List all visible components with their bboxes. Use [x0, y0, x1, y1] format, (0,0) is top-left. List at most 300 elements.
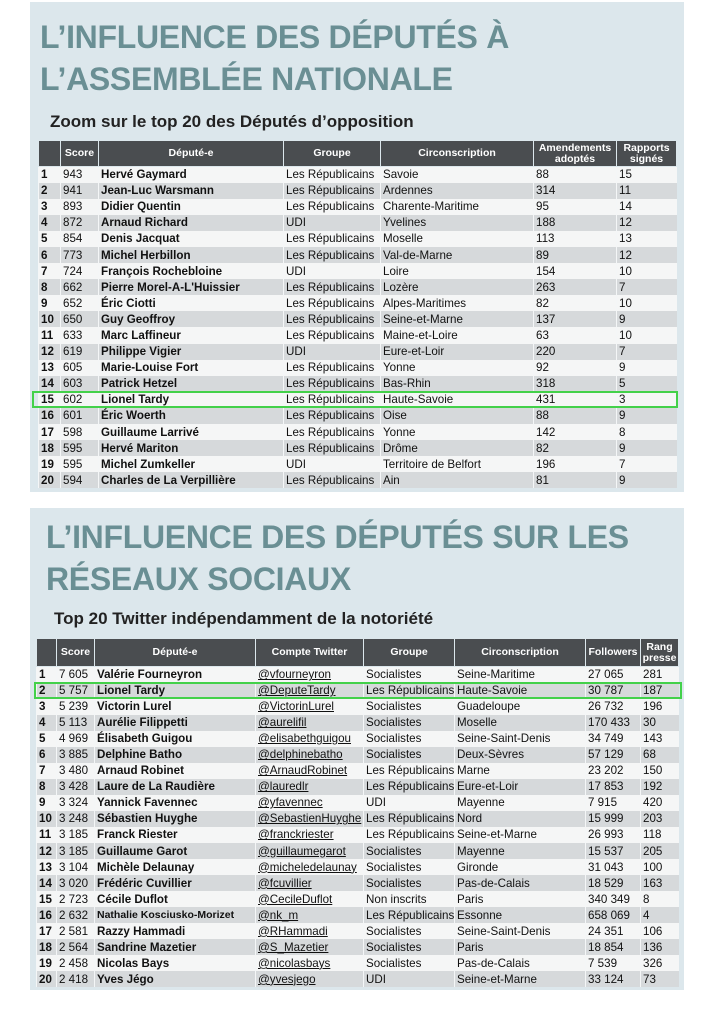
col-header-rank: [39, 141, 61, 167]
groupe-cell: Les Républicains: [284, 199, 381, 215]
twitter-handle-link[interactable]: @nicolasbays: [256, 955, 364, 971]
circonscription-cell: Paris: [455, 891, 586, 907]
followers-cell: 31 043: [586, 859, 641, 875]
depute-name-cell: Guillaume Larrivé: [99, 424, 284, 440]
score-cell: 943: [61, 167, 99, 183]
amendements-cell: 314: [534, 183, 617, 199]
circonscription-cell: Loire: [381, 263, 534, 279]
rapports-cell: 5: [617, 376, 677, 392]
table-row: [39, 424, 677, 440]
depute-name-cell: Nathalie Kosciusko-Morizet: [95, 907, 256, 923]
rank-cell: 12: [39, 344, 61, 360]
circonscription-cell: Eure-et-Loir: [455, 779, 586, 795]
amendements-cell: 263: [534, 279, 617, 295]
twitter-handle-link[interactable]: @yfavennec: [256, 795, 364, 811]
depute-name-cell: Marie-Louise Fort: [99, 360, 284, 376]
amendements-cell: 113: [534, 231, 617, 247]
score-cell: 3 324: [57, 795, 95, 811]
circonscription-cell: Seine-Maritime: [455, 667, 586, 683]
col-header-groupe: Groupe: [284, 141, 381, 167]
score-cell: 4 969: [57, 731, 95, 747]
amendements-cell: 154: [534, 263, 617, 279]
section2-subtitle: Top 20 Twitter indépendamment de la notoriété: [54, 609, 434, 628]
depute-name-cell: Guillaume Garot: [95, 843, 256, 859]
depute-name-cell: Guy Geoffroy: [99, 311, 284, 327]
table-row: [39, 199, 677, 215]
table-row: [37, 875, 679, 891]
rapports-cell: 9: [617, 440, 677, 456]
twitter-handle-link[interactable]: @fcuvillier: [256, 875, 364, 891]
depute-name-cell: Valérie Fourneyron: [95, 667, 256, 683]
depute-name-cell: Hervé Gaymard: [99, 167, 284, 183]
table-row: [37, 795, 679, 811]
rank-cell: 2: [37, 683, 57, 699]
rank-cell: 11: [37, 827, 57, 843]
rank-cell: 17: [37, 923, 57, 939]
rapports-cell: 9: [617, 472, 677, 488]
rang-presse-cell: 100: [641, 859, 679, 875]
depute-name-cell: Denis Jacquat: [99, 231, 284, 247]
groupe-cell: Les Républicains: [364, 827, 455, 843]
depute-name-cell: Élisabeth Guigou: [95, 731, 256, 747]
depute-name-cell: Michèle Delaunay: [95, 859, 256, 875]
circonscription-cell: Yonne: [381, 360, 534, 376]
score-cell: 3 185: [57, 843, 95, 859]
table-row: [37, 683, 679, 699]
groupe-cell: UDI: [284, 344, 381, 360]
depute-name-cell: Charles de La Verpillière: [99, 472, 284, 488]
followers-cell: 18 529: [586, 875, 641, 891]
rank-cell: 3: [39, 199, 61, 215]
twitter-handle-link[interactable]: @delphinebatho: [256, 747, 364, 763]
rank-cell: 6: [39, 247, 61, 263]
circonscription-cell: Seine-et-Marne: [455, 827, 586, 843]
circonscription-cell: Drôme: [381, 440, 534, 456]
rapports-cell: 7: [617, 279, 677, 295]
circonscription-cell: Territoire de Belfort: [381, 456, 534, 472]
rapports-cell: 7: [617, 456, 677, 472]
score-cell: 2 581: [57, 923, 95, 939]
rank-cell: 10: [37, 811, 57, 827]
amendements-cell: 188: [534, 215, 617, 231]
table-row: [39, 408, 677, 424]
circonscription-cell: Paris: [455, 939, 586, 955]
groupe-cell: Les Républicains: [284, 279, 381, 295]
col-header-rapports: Rapports signés: [617, 141, 677, 167]
groupe-cell: Les Républicains: [364, 683, 455, 699]
groupe-cell: Les Républicains: [284, 408, 381, 424]
twitter-handle-link[interactable]: @aurelifil: [256, 715, 364, 731]
depute-name-cell: Éric Woerth: [99, 408, 284, 424]
rank-cell: 7: [37, 763, 57, 779]
rapports-cell: 10: [617, 295, 677, 311]
table-row: [39, 279, 677, 295]
table-row: [39, 327, 677, 343]
amendements-cell: 88: [534, 167, 617, 183]
groupe-cell: Les Républicains: [284, 392, 381, 408]
circonscription-cell: Seine-et-Marne: [381, 311, 534, 327]
score-cell: 601: [61, 408, 99, 424]
groupe-cell: Les Républicains: [364, 779, 455, 795]
table-row: [37, 923, 679, 939]
table-row: [39, 456, 677, 472]
col-header-score: Score: [61, 141, 99, 167]
table-header-row: [37, 639, 679, 667]
groupe-cell: Socialistes: [364, 843, 455, 859]
twitter-handle-link[interactable]: @micheledelaunay: [256, 859, 364, 875]
circonscription-cell: Moselle: [455, 715, 586, 731]
circonscription-cell: Seine-Saint-Denis: [455, 923, 586, 939]
rapports-cell: 10: [617, 327, 677, 343]
depute-name-cell: Aurélie Filippetti: [95, 715, 256, 731]
rank-cell: 19: [37, 955, 57, 971]
groupe-cell: Les Républicains: [364, 907, 455, 923]
score-cell: 652: [61, 295, 99, 311]
score-cell: 3 104: [57, 859, 95, 875]
table-row: [37, 811, 679, 827]
rang-presse-cell: 326: [641, 955, 679, 971]
circonscription-cell: Savoie: [381, 167, 534, 183]
col-header-score: Score: [57, 639, 95, 667]
circonscription-cell: Haute-Savoie: [455, 683, 586, 699]
score-cell: 5 757: [57, 683, 95, 699]
table-row: [37, 939, 679, 955]
amendements-cell: 89: [534, 247, 617, 263]
groupe-cell: Socialistes: [364, 747, 455, 763]
rapports-cell: 9: [617, 311, 677, 327]
rank-cell: 12: [37, 843, 57, 859]
score-cell: 2 564: [57, 939, 95, 955]
groupe-cell: Socialistes: [364, 875, 455, 891]
rank-cell: 14: [39, 376, 61, 392]
rapports-cell: 11: [617, 183, 677, 199]
depute-name-cell: Arnaud Richard: [99, 215, 284, 231]
depute-name-cell: Cécile Duflot: [95, 891, 256, 907]
depute-name-cell: Pierre Morel-A-L'Huissier: [99, 279, 284, 295]
circonscription-cell: Charente-Maritime: [381, 199, 534, 215]
rank-cell: 20: [39, 472, 61, 488]
rapports-cell: 12: [617, 215, 677, 231]
amendements-cell: 63: [534, 327, 617, 343]
depute-name-cell: Éric Ciotti: [99, 295, 284, 311]
table-row: [37, 971, 679, 987]
twitter-handle-link[interactable]: @guillaumegarot: [256, 843, 364, 859]
groupe-cell: UDI: [284, 456, 381, 472]
circonscription-cell: Alpes-Maritimes: [381, 295, 534, 311]
col-header-circonscription: Circonscription: [381, 141, 534, 167]
circonscription-cell: Lozère: [381, 279, 534, 295]
twitter-ranking-table: [36, 638, 679, 987]
depute-name-cell: Victorin Lurel: [95, 699, 256, 715]
circonscription-cell: Ardennes: [381, 183, 534, 199]
section2-title-line2: RÉSEAUX SOCIAUX: [46, 561, 351, 597]
circonscription-cell: Bas-Rhin: [381, 376, 534, 392]
amendements-cell: 220: [534, 344, 617, 360]
table-row: [39, 360, 677, 376]
followers-cell: 658 069: [586, 907, 641, 923]
rapports-cell: 3: [617, 392, 677, 408]
twitter-handle-link[interactable]: @elisabethguigou: [256, 731, 364, 747]
depute-name-cell: Arnaud Robinet: [95, 763, 256, 779]
table-row: [37, 955, 679, 971]
rang-presse-cell: 196: [641, 699, 679, 715]
table-row: [39, 295, 677, 311]
depute-name-cell: Philippe Vigier: [99, 344, 284, 360]
followers-cell: 23 202: [586, 763, 641, 779]
deputes-reseaux-panel: [30, 508, 684, 990]
groupe-cell: Les Républicains: [284, 376, 381, 392]
groupe-cell: UDI: [364, 795, 455, 811]
amendements-cell: 82: [534, 440, 617, 456]
amendements-cell: 318: [534, 376, 617, 392]
circonscription-cell: Guadeloupe: [455, 699, 586, 715]
score-cell: 773: [61, 247, 99, 263]
circonscription-cell: Val-de-Marne: [381, 247, 534, 263]
rapports-cell: 14: [617, 199, 677, 215]
rang-presse-cell: 118: [641, 827, 679, 843]
rang-presse-cell: 205: [641, 843, 679, 859]
rapports-cell: 15: [617, 167, 677, 183]
col-header-groupe: Groupe: [364, 639, 455, 667]
rank-cell: 14: [37, 875, 57, 891]
groupe-cell: Les Républicains: [284, 472, 381, 488]
rang-presse-cell: 187: [641, 683, 679, 699]
table-row: [39, 472, 677, 488]
rang-presse-cell: 68: [641, 747, 679, 763]
circonscription-cell: Yonne: [381, 424, 534, 440]
rank-cell: 8: [37, 779, 57, 795]
score-cell: 2 458: [57, 955, 95, 971]
groupe-cell: Les Républicains: [284, 247, 381, 263]
groupe-cell: UDI: [284, 215, 381, 231]
followers-cell: 18 854: [586, 939, 641, 955]
section1-title-line2: L’ASSEMBLÉE NATIONALE: [40, 61, 453, 97]
rapports-cell: 8: [617, 424, 677, 440]
score-cell: 3 480: [57, 763, 95, 779]
followers-cell: 26 732: [586, 699, 641, 715]
score-cell: 633: [61, 327, 99, 343]
twitter-handle-link[interactable]: @franckriester: [256, 827, 364, 843]
depute-name-cell: Nicolas Bays: [95, 955, 256, 971]
groupe-cell: Non inscrits: [364, 891, 455, 907]
col-header-circonscription: Circonscription: [455, 639, 586, 667]
rank-cell: 5: [37, 731, 57, 747]
twitter-handle-link[interactable]: @SebastienHuyghe: [256, 811, 364, 827]
depute-name-cell: Lionel Tardy: [95, 683, 256, 699]
score-cell: 595: [61, 440, 99, 456]
depute-name-cell: Frédéric Cuvillier: [95, 875, 256, 891]
rank-cell: 4: [37, 715, 57, 731]
table-row: [37, 779, 679, 795]
groupe-cell: Les Républicains: [284, 183, 381, 199]
score-cell: 603: [61, 376, 99, 392]
rank-cell: 18: [39, 440, 61, 456]
score-cell: 2 632: [57, 907, 95, 923]
rank-cell: 4: [39, 215, 61, 231]
rank-cell: 7: [39, 263, 61, 279]
circonscription-cell: Deux-Sèvres: [455, 747, 586, 763]
rang-presse-cell: 30: [641, 715, 679, 731]
score-cell: 662: [61, 279, 99, 295]
table-row: [37, 715, 679, 731]
col-header-rang-presse: Rang presse: [641, 639, 679, 667]
col-header-twitter: Compte Twitter: [256, 639, 364, 667]
col-header-rank: [37, 639, 57, 667]
rang-presse-cell: 163: [641, 875, 679, 891]
score-cell: 3 020: [57, 875, 95, 891]
circonscription-cell: Seine-Saint-Denis: [455, 731, 586, 747]
table-row: [39, 231, 677, 247]
groupe-cell: Socialistes: [364, 715, 455, 731]
groupe-cell: Les Républicains: [284, 360, 381, 376]
circonscription-cell: Pas-de-Calais: [455, 955, 586, 971]
rank-cell: 11: [39, 327, 61, 343]
score-cell: 893: [61, 199, 99, 215]
rang-presse-cell: 420: [641, 795, 679, 811]
table-row: [39, 392, 677, 408]
table-row: [39, 440, 677, 456]
table-row: [39, 215, 677, 231]
score-cell: 619: [61, 344, 99, 360]
table-row: [39, 263, 677, 279]
rank-cell: 6: [37, 747, 57, 763]
twitter-handle-link[interactable]: @yvesjego: [256, 971, 364, 987]
followers-cell: 34 749: [586, 731, 641, 747]
score-cell: 605: [61, 360, 99, 376]
circonscription-cell: Essonne: [455, 907, 586, 923]
rank-cell: 15: [39, 392, 61, 408]
rang-presse-cell: 4: [641, 907, 679, 923]
score-cell: 3 248: [57, 811, 95, 827]
groupe-cell: Les Républicains: [284, 327, 381, 343]
score-cell: 724: [61, 263, 99, 279]
amendements-cell: 88: [534, 408, 617, 424]
rank-cell: 13: [37, 859, 57, 875]
circonscription-cell: Ain: [381, 472, 534, 488]
col-header-amendements: Amendements adoptés: [534, 141, 617, 167]
followers-cell: 27 065: [586, 667, 641, 683]
rapports-cell: 13: [617, 231, 677, 247]
groupe-cell: Socialistes: [364, 699, 455, 715]
score-cell: 854: [61, 231, 99, 247]
rank-cell: 19: [39, 456, 61, 472]
followers-cell: 340 349: [586, 891, 641, 907]
amendements-cell: 82: [534, 295, 617, 311]
circonscription-cell: Haute-Savoie: [381, 392, 534, 408]
twitter-handle-link[interactable]: @lauredlr: [256, 779, 364, 795]
circonscription-cell: Marne: [455, 763, 586, 779]
rang-presse-cell: 150: [641, 763, 679, 779]
rapports-cell: 9: [617, 360, 677, 376]
groupe-cell: UDI: [364, 971, 455, 987]
rank-cell: 20: [37, 971, 57, 987]
twitter-handle-link[interactable]: @nk_m: [256, 907, 364, 923]
circonscription-cell: Pas-de-Calais: [455, 875, 586, 891]
followers-cell: 15 537: [586, 843, 641, 859]
followers-cell: 33 124: [586, 971, 641, 987]
twitter-handle-link[interactable]: @VictorinLurel: [256, 699, 364, 715]
opposition-ranking-table: [38, 140, 677, 488]
depute-name-cell: Michel Zumkeller: [99, 456, 284, 472]
score-cell: 3 428: [57, 779, 95, 795]
depute-name-cell: Laure de La Raudière: [95, 779, 256, 795]
score-cell: 872: [61, 215, 99, 231]
depute-name-cell: François Rochebloine: [99, 263, 284, 279]
rank-cell: 1: [39, 167, 61, 183]
table-row: [39, 376, 677, 392]
rang-presse-cell: 73: [641, 971, 679, 987]
depute-name-cell: Sandrine Mazetier: [95, 939, 256, 955]
rapports-cell: 9: [617, 408, 677, 424]
amendements-cell: 142: [534, 424, 617, 440]
table-row: [37, 731, 679, 747]
groupe-cell: Les Républicains: [284, 295, 381, 311]
rang-presse-cell: 106: [641, 923, 679, 939]
rang-presse-cell: 281: [641, 667, 679, 683]
rank-cell: 1: [37, 667, 57, 683]
score-cell: 595: [61, 456, 99, 472]
groupe-cell: Socialistes: [364, 955, 455, 971]
groupe-cell: Les Républicains: [284, 311, 381, 327]
rank-cell: 8: [39, 279, 61, 295]
circonscription-cell: Eure-et-Loir: [381, 344, 534, 360]
section2-title-line1: L’INFLUENCE DES DÉPUTÉS SUR LES: [46, 519, 629, 555]
rapports-cell: 7: [617, 344, 677, 360]
table-row: [37, 907, 679, 923]
rang-presse-cell: 8: [641, 891, 679, 907]
twitter-handle-link[interactable]: @DeputeTardy: [256, 683, 364, 699]
twitter-handle-link[interactable]: @RHammadi: [256, 923, 364, 939]
score-cell: 941: [61, 183, 99, 199]
score-cell: 650: [61, 311, 99, 327]
depute-name-cell: Sébastien Huyghe: [95, 811, 256, 827]
followers-cell: 26 993: [586, 827, 641, 843]
twitter-handle-link[interactable]: @ArnaudRobinet: [256, 763, 364, 779]
groupe-cell: Socialistes: [364, 731, 455, 747]
groupe-cell: Les Républicains: [284, 231, 381, 247]
amendements-cell: 196: [534, 456, 617, 472]
followers-cell: 170 433: [586, 715, 641, 731]
twitter-handle-link[interactable]: @S_Mazetier: [256, 939, 364, 955]
table-header-row: [39, 141, 677, 167]
amendements-cell: 81: [534, 472, 617, 488]
table-row: [37, 747, 679, 763]
rank-cell: 9: [37, 795, 57, 811]
groupe-cell: Les Républicains: [284, 167, 381, 183]
table-row: [37, 859, 679, 875]
rang-presse-cell: 143: [641, 731, 679, 747]
score-cell: 2 723: [57, 891, 95, 907]
depute-name-cell: Hervé Mariton: [99, 440, 284, 456]
table-row: [37, 667, 679, 683]
twitter-handle-link[interactable]: @vfourneyron: [256, 667, 364, 683]
col-header-depute: Député-e: [99, 141, 284, 167]
followers-cell: 24 351: [586, 923, 641, 939]
score-cell: 602: [61, 392, 99, 408]
col-header-depute: Député-e: [95, 639, 256, 667]
rank-cell: 2: [39, 183, 61, 199]
rank-cell: 13: [39, 360, 61, 376]
followers-cell: 15 999: [586, 811, 641, 827]
depute-name-cell: Razzy Hammadi: [95, 923, 256, 939]
circonscription-cell: Gironde: [455, 859, 586, 875]
followers-cell: 57 129: [586, 747, 641, 763]
groupe-cell: UDI: [284, 263, 381, 279]
twitter-handle-link[interactable]: @CecileDuflot: [256, 891, 364, 907]
followers-cell: 7 915: [586, 795, 641, 811]
groupe-cell: Socialistes: [364, 859, 455, 875]
score-cell: 3 885: [57, 747, 95, 763]
